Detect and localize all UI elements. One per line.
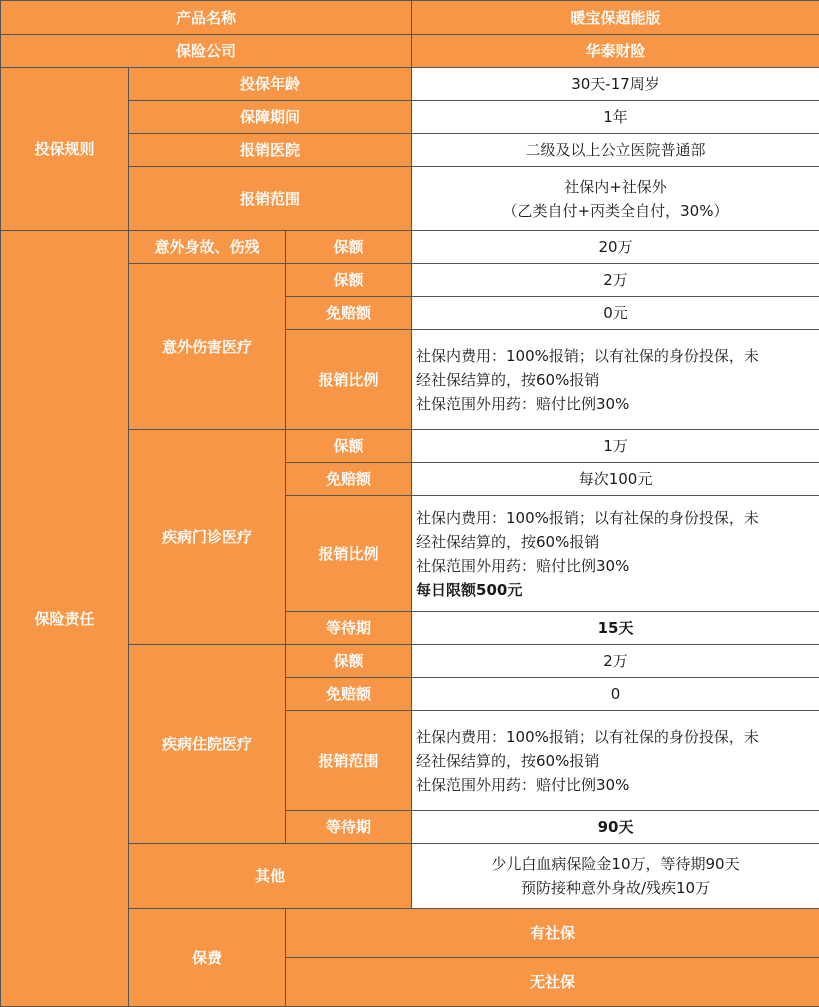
outpatient-ratio-line2: 经社保结算的，按60%报销 (416, 530, 815, 554)
company-row (1, 35, 819, 68)
outpatient-deductible-label: 免赔额 (286, 463, 412, 496)
inpatient-scope-value (412, 711, 819, 811)
age-label: 投保年龄 (129, 68, 412, 101)
scope-value (412, 167, 819, 231)
accident-death-amount-value: 20万 (412, 231, 819, 264)
product-name-row (1, 1, 819, 35)
company-value: 华泰财险 (412, 35, 819, 68)
accident-death-label: 意外身故、伤残 (129, 231, 286, 264)
accident-medical-ratio-line2: 经社保结算的，按60%报销 (416, 368, 815, 392)
scope-label: 报销范围 (129, 167, 412, 231)
premium-with-si-label: 有社保 (286, 909, 819, 958)
inpatient-waiting-label: 等待期 (286, 811, 412, 844)
hospital-label: 报销医院 (129, 134, 412, 167)
period-label: 保障期间 (129, 101, 412, 134)
inpatient-label: 疾病住院医疗 (129, 645, 286, 844)
other-value (412, 844, 819, 909)
inpatient-scope-label: 报销范围 (286, 711, 412, 811)
outpatient-daily-limit: 每日限额500元 (416, 578, 815, 602)
outpatient-deductible-value: 每次100元 (412, 463, 819, 496)
outpatient-ratio-line3: 社保范围外用药：赔付比例30% (416, 554, 815, 578)
accident-medical-ratio-label: 报销比例 (286, 330, 412, 430)
accident-medical-deductible-value: 0元 (412, 297, 819, 330)
outpatient-ratio-line1: 社保内费用：100%报销；以有社保的身份投保，未 (416, 506, 815, 530)
inpatient-amount-value: 2万 (412, 645, 819, 678)
period-value: 1年 (412, 101, 819, 134)
scope-value-line2: （乙类自付+丙类全自付，30%） (416, 199, 815, 223)
accident-medical-ratio-line3: 社保范围外用药：赔付比例30% (416, 392, 815, 416)
other-label: 其他 (129, 844, 412, 909)
accident-death-amount-label: 保额 (286, 231, 412, 264)
accident-medical-deductible-label: 免赔额 (286, 297, 412, 330)
accident-death-row (1, 231, 819, 264)
company-label: 保险公司 (1, 35, 412, 68)
other-line1: 少儿白血病保险金10万，等待期90天 (416, 852, 815, 876)
accident-medical-amount-label: 保额 (286, 264, 412, 297)
premium-without-si-label: 无社保 (286, 958, 819, 1007)
accident-medical-amount-value: 2万 (412, 264, 819, 297)
rules-group-label: 投保规则 (1, 68, 129, 231)
outpatient-ratio-value (412, 496, 819, 612)
duty-group-label: 保险责任 (1, 231, 129, 1007)
accident-medical-ratio-line1: 社保内费用：100%报销；以有社保的身份投保，未 (416, 344, 815, 368)
outpatient-label: 疾病门诊医疗 (129, 430, 286, 645)
outpatient-waiting-value: 15天 (412, 612, 819, 645)
outpatient-amount-label: 保额 (286, 430, 412, 463)
inpatient-scope-line3: 社保范围外用药：赔付比例30% (416, 773, 815, 797)
inpatient-deductible-label: 免赔额 (286, 678, 412, 711)
outpatient-waiting-label: 等待期 (286, 612, 412, 645)
inpatient-scope-line2: 经社保结算的，按60%报销 (416, 749, 815, 773)
other-line2: 预防接种意外身故/残疾10万 (416, 876, 815, 900)
inpatient-deductible-value: 0 (412, 678, 819, 711)
inpatient-scope-line1: 社保内费用：100%报销；以有社保的身份投保，未 (416, 725, 815, 749)
inpatient-waiting-value: 90天 (412, 811, 819, 844)
age-value: 30天-17周岁 (412, 68, 819, 101)
accident-medical-ratio-value (412, 330, 819, 430)
age-row (1, 68, 819, 101)
outpatient-amount-value: 1万 (412, 430, 819, 463)
scope-value-line1: 社保内+社保外 (416, 175, 815, 199)
outpatient-ratio-label: 报销比例 (286, 496, 412, 612)
accident-medical-label: 意外伤害医疗 (129, 264, 286, 430)
product-name-value: 暖宝保超能版 (412, 1, 819, 35)
hospital-value: 二级及以上公立医院普通部 (412, 134, 819, 167)
product-name-label: 产品名称 (1, 1, 412, 35)
inpatient-amount-label: 保额 (286, 645, 412, 678)
premium-group-label: 保费 (129, 909, 286, 1007)
